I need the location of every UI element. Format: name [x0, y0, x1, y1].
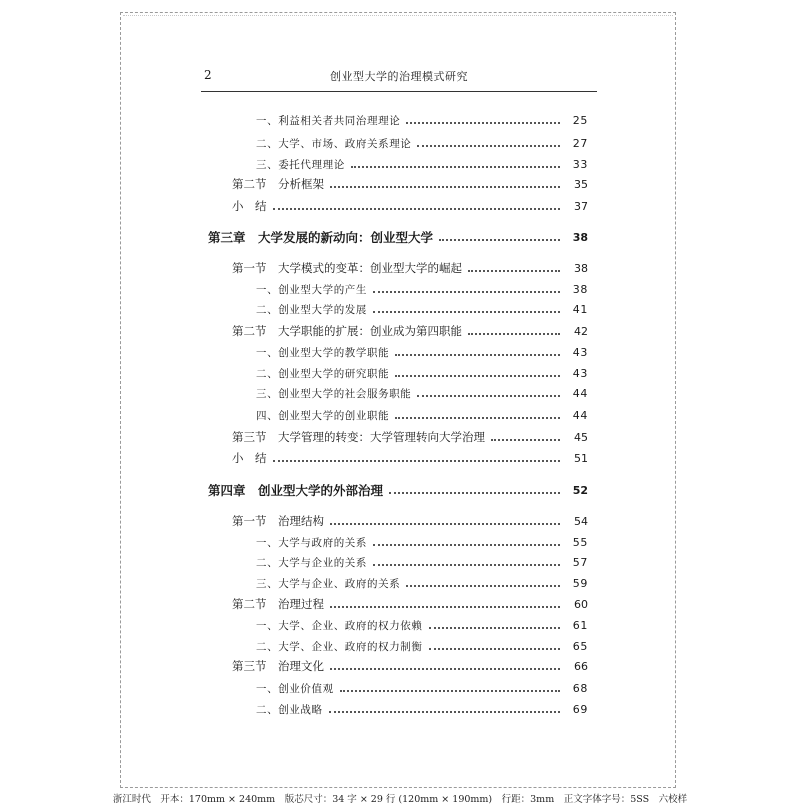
dot-leader: [351, 166, 560, 168]
toc-page-number: 65: [572, 639, 588, 653]
toc-entry-title: 第二节 治理过程: [232, 597, 324, 611]
toc-page-number: 27: [572, 136, 588, 150]
toc-entry-title: 二、大学与企业的关系: [256, 556, 367, 569]
toc-entry-item: [256, 111, 588, 129]
dot-leader: [395, 354, 560, 356]
toc-entry-title: 一、大学、企业、政府的权力依赖: [256, 619, 423, 632]
dot-leader: [330, 668, 560, 670]
toc-entry-item: [256, 553, 588, 571]
toc-page-number: 41: [572, 302, 588, 316]
toc-entry-title: 一、创业型大学的产生: [256, 283, 367, 296]
toc-entry-title: 第二节 大学职能的扩展：创业成为第四职能: [232, 324, 462, 338]
dot-leader: [491, 439, 560, 441]
dot-leader: [468, 333, 560, 335]
toc-entry-title: 三、委托代理理论: [256, 158, 345, 171]
toc-page-number: 52: [572, 483, 588, 497]
toc-entry-item: [256, 134, 588, 152]
toc-page-number: 38: [574, 261, 588, 275]
toc-page-number: 51: [574, 451, 588, 465]
toc-entry-section: [232, 322, 588, 340]
toc-entry-item: [256, 364, 588, 382]
toc-entry-item: [256, 280, 588, 298]
toc-entry-title: 第一节 大学模式的变革：创业型大学的崛起: [232, 261, 462, 275]
toc-entry-item: [256, 679, 588, 697]
toc-page-number: 25: [572, 113, 588, 127]
toc-entry-title: 第三节 大学管理的转变：大学管理转向大学治理: [232, 430, 485, 444]
toc-entry-section: [232, 512, 588, 530]
toc-entry-item: [256, 533, 588, 551]
toc-entry-title: 二、大学、企业、政府的权力制衡: [256, 640, 423, 653]
dot-leader: [468, 270, 560, 272]
toc-page-number: 55: [572, 535, 588, 549]
toc-page-number: 57: [572, 555, 588, 569]
toc-entry-item: [256, 637, 588, 655]
dot-leader: [340, 690, 560, 692]
dot-leader: [429, 648, 561, 650]
toc-page-number: 43: [572, 345, 588, 359]
toc-entry-section: [232, 175, 588, 193]
dot-leader: [330, 606, 560, 608]
toc-page-number: 35: [574, 177, 588, 191]
toc-entry-item: [256, 406, 588, 424]
toc-page-number: 44: [572, 386, 588, 400]
toc-entry-item: [256, 384, 588, 402]
dot-leader: [439, 239, 560, 241]
dot-leader: [373, 291, 560, 293]
dot-leader: [373, 564, 560, 566]
toc-entry-title: 第二节 分析框架: [232, 177, 324, 191]
toc-entry-title: 小 结: [232, 199, 267, 213]
toc-entry-item: [256, 574, 588, 592]
toc-entry-chapter: [208, 228, 588, 246]
toc-entry-title: 一、创业型大学的教学职能: [256, 346, 390, 359]
toc-page-number: 43: [572, 366, 588, 380]
toc-entry-item: [256, 155, 588, 173]
dot-leader: [429, 627, 561, 629]
toc-entry-section: [232, 259, 588, 277]
toc-entry-title: 第三章 大学发展的新动向：创业型大学: [208, 230, 434, 245]
toc-entry-item: [256, 300, 588, 318]
toc-entry-title: 小 结: [232, 451, 267, 465]
dot-leader: [373, 311, 560, 313]
toc-entry-section: [232, 449, 588, 467]
dot-leader: [330, 186, 560, 188]
toc-entry-title: 一、大学与政府的关系: [256, 536, 367, 549]
toc-entry-title: 二、创业型大学的发展: [256, 303, 367, 316]
toc-entry-item: [256, 343, 588, 361]
toc-page-number: 37: [574, 199, 588, 213]
toc-page-number: 38: [572, 230, 588, 244]
dot-leader: [406, 122, 560, 124]
dot-leader: [417, 395, 560, 397]
dot-leader: [373, 544, 560, 546]
running-title: 创业型大学的治理模式研究: [330, 70, 468, 83]
toc-page-number: 60: [574, 597, 588, 611]
dot-leader: [395, 417, 560, 419]
toc-page-number: 42: [574, 324, 588, 338]
toc-entry-title: 三、创业型大学的社会服务职能: [256, 387, 412, 400]
toc-entry-title: 第一节 治理结构: [232, 514, 324, 528]
toc-entry-item: [256, 700, 588, 718]
dot-leader: [395, 375, 560, 377]
dot-leader: [330, 523, 560, 525]
page-number: 2: [204, 68, 212, 82]
toc-entry-title: 第三节 治理文化: [232, 659, 324, 673]
toc-entry-title: 一、创业价值观: [256, 682, 334, 695]
toc-entry-item: [256, 616, 588, 634]
toc-page-number: 38: [572, 282, 588, 296]
toc-entry-title: 四、创业型大学的创业职能: [256, 409, 390, 422]
dot-leader: [389, 492, 560, 494]
toc-page-number: 33: [572, 157, 588, 171]
toc-page-number: 59: [572, 576, 588, 590]
toc-entry-section: [232, 428, 588, 446]
top-rule: [123, 15, 673, 16]
toc-entry-section: [232, 657, 588, 675]
toc-entry-title: 一、利益相关者共同治理理论: [256, 114, 401, 127]
toc-entry-title: 二、创业战略: [256, 703, 323, 716]
print-spec-footer: 浙江时代 开本：170mm × 240mm 版芯尺寸：34 字 × 29 行 (120mm × 190mm) 行距：3mm 正文字体字号：5SS 六校样: [112, 794, 688, 805]
toc-entry-title: 二、大学、市场、政府关系理论: [256, 137, 412, 150]
dot-leader: [406, 585, 560, 587]
toc-page-number: 68: [572, 681, 588, 695]
dot-leader: [273, 208, 561, 210]
toc-entry-title: 二、创业型大学的研究职能: [256, 367, 390, 380]
toc-page-number: 69: [572, 702, 588, 716]
dot-leader: [273, 460, 561, 462]
toc-entry-section: [232, 595, 588, 613]
header-rule: [201, 91, 597, 92]
toc-page-number: 61: [572, 618, 588, 632]
toc-entry-title: 第四章 创业型大学的外部治理: [208, 483, 384, 498]
toc-entry-chapter: [208, 481, 588, 499]
toc-page-number: 54: [574, 514, 588, 528]
toc-entry-section: [232, 197, 588, 215]
toc-page-number: 44: [572, 408, 588, 422]
dot-leader: [329, 711, 560, 713]
toc-page-number: 66: [574, 659, 588, 673]
dot-leader: [417, 145, 560, 147]
toc-page-number: 45: [574, 430, 588, 444]
toc-entry-title: 三、大学与企业、政府的关系: [256, 577, 401, 590]
